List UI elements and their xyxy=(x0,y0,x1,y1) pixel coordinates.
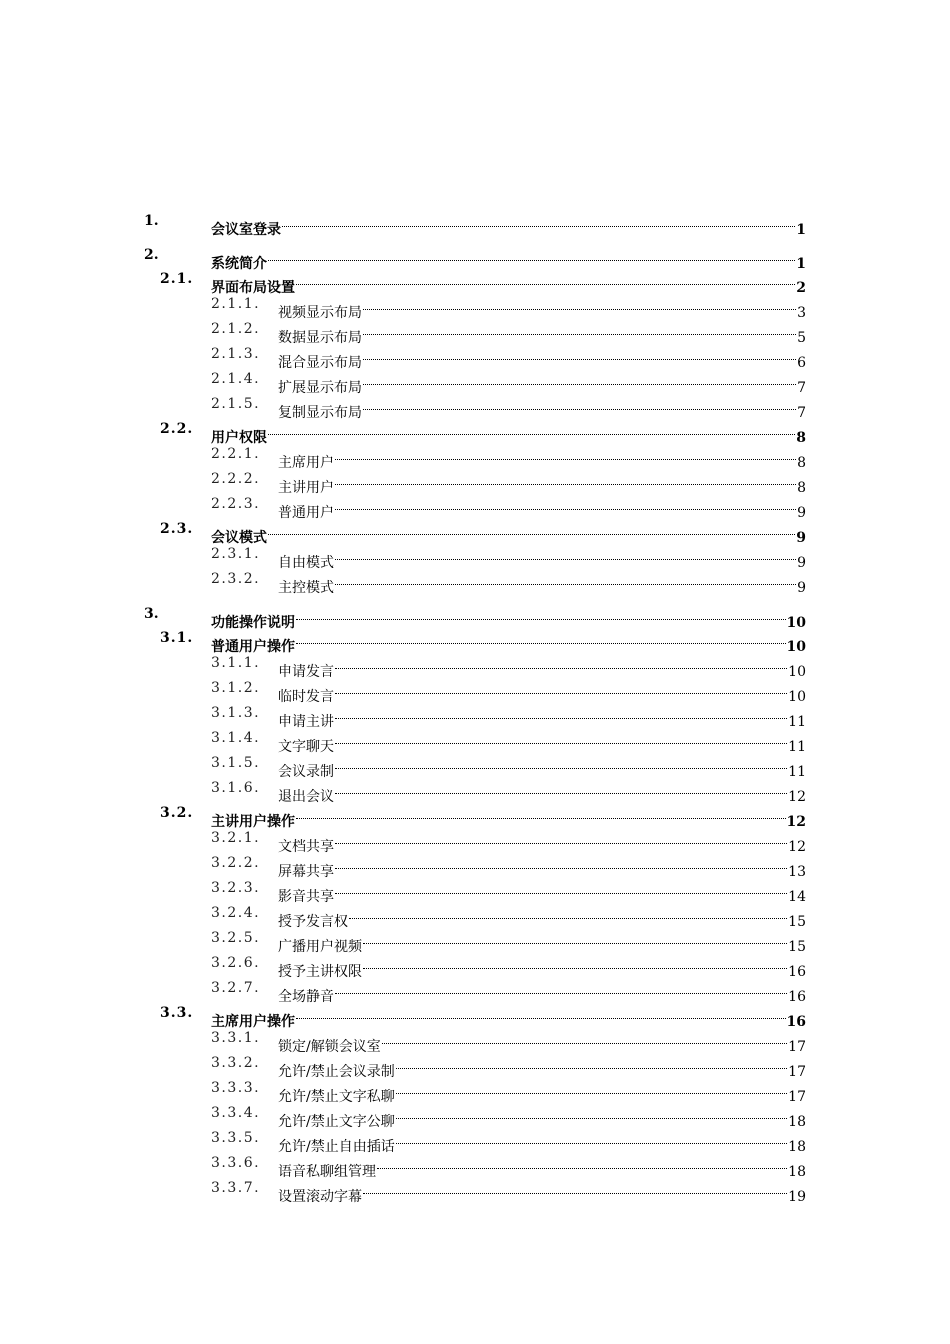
toc-entry-page-number: 14 xyxy=(788,889,806,905)
toc-entry-number: 3.1.5. xyxy=(211,755,261,771)
toc-entry-level-3[interactable] xyxy=(0,1151,950,1180)
toc-entry-page-number: 17 xyxy=(788,1064,806,1080)
toc-entry-title: 主席用户操作 xyxy=(211,1014,295,1030)
toc-entry-level-3[interactable] xyxy=(0,492,950,521)
toc-entry-level-3[interactable] xyxy=(0,976,950,1005)
toc-dot-leader xyxy=(396,1051,787,1076)
toc-entry-level-3[interactable] xyxy=(0,442,950,471)
toc-entry-page-number: 8 xyxy=(797,480,806,496)
toc-entry-title: 授予主讲权限 xyxy=(278,964,362,980)
toc-entry-page-number: 12 xyxy=(788,789,806,805)
toc-dot-leader xyxy=(363,317,796,342)
toc-dot-leader xyxy=(382,1026,787,1051)
toc-entry-level-3[interactable] xyxy=(0,1176,950,1205)
toc-entry-line xyxy=(211,209,806,242)
toc-entry-level-3[interactable] xyxy=(0,367,950,396)
toc-entry-title: 系统简介 xyxy=(211,256,267,272)
toc-entry-level-3[interactable] xyxy=(0,951,950,980)
toc-dot-leader xyxy=(363,367,796,392)
toc-entry-title: 文档共享 xyxy=(278,839,334,855)
toc-entry-title: 视频显示布局 xyxy=(278,305,362,321)
toc-entry-page-number: 10 xyxy=(788,689,806,705)
toc-entry-number: 3.3.3. xyxy=(211,1080,261,1096)
toc-entry-page-number: 15 xyxy=(788,914,806,930)
toc-entry-page-number: 18 xyxy=(788,1164,806,1180)
toc-entry-title: 申请发言 xyxy=(278,664,334,680)
toc-entry-level-3[interactable] xyxy=(0,926,950,955)
toc-entry-title: 屏幕共享 xyxy=(278,864,334,880)
toc-entry-title: 允许/禁止文字私聊 xyxy=(278,1089,395,1105)
toc-entry-level-3[interactable] xyxy=(0,542,950,571)
toc-entry-title: 普通用户 xyxy=(278,505,334,521)
toc-dot-leader xyxy=(296,602,786,627)
toc-dot-leader xyxy=(377,1151,787,1176)
toc-entry-page-number: 8 xyxy=(797,455,806,471)
toc-entry-number: 3.3.5. xyxy=(211,1130,261,1146)
toc-entry-level-3[interactable] xyxy=(0,1101,950,1130)
toc-entry-title: 界面布局设置 xyxy=(211,280,295,296)
toc-entry-title: 复制显示布局 xyxy=(278,405,362,421)
toc-dot-leader xyxy=(396,1101,787,1126)
toc-entry-level-2[interactable] xyxy=(0,626,950,655)
toc-entry-number: 3.1.4. xyxy=(211,730,261,746)
toc-entry-page-number: 3 xyxy=(797,305,806,321)
toc-entry-title: 允许/禁止文字公聊 xyxy=(278,1114,395,1130)
toc-dot-leader xyxy=(349,901,787,926)
toc-dot-leader xyxy=(335,701,787,726)
toc-entry-page-number: 10 xyxy=(786,639,806,655)
toc-entry-title: 会议录制 xyxy=(278,764,334,780)
toc-entry-page-number: 16 xyxy=(786,1014,806,1030)
toc-entry-level-3[interactable] xyxy=(0,901,950,930)
toc-entry-number: 3.2.5. xyxy=(211,930,261,946)
toc-entry-level-3[interactable] xyxy=(0,876,950,905)
toc-entry-number: 3.3.2. xyxy=(211,1055,261,1071)
toc-entry-title: 会议室登录 xyxy=(211,222,281,238)
toc-dot-leader xyxy=(363,342,796,367)
toc-dot-leader xyxy=(335,492,796,517)
toc-entry-level-3[interactable] xyxy=(0,851,950,880)
toc-entry-level-3[interactable] xyxy=(0,292,950,321)
toc-entry-number: 2.1.2. xyxy=(211,321,261,337)
toc-entry-level-3[interactable] xyxy=(0,1076,950,1105)
toc-entry-number: 1. xyxy=(144,213,159,229)
toc-entry-page-number: 18 xyxy=(788,1114,806,1130)
toc-entry-number: 3.1.6. xyxy=(211,780,261,796)
toc-entry-title: 退出会议 xyxy=(278,789,334,805)
toc-entry-level-1[interactable] xyxy=(0,209,950,238)
toc-entry-title: 自由模式 xyxy=(278,555,334,571)
toc-entry-level-3[interactable] xyxy=(0,676,950,705)
toc-dot-leader xyxy=(363,951,787,976)
toc-entry-title: 授予发言权 xyxy=(278,914,348,930)
toc-entry-level-3[interactable] xyxy=(0,392,950,421)
toc-entry-page-number: 19 xyxy=(788,1189,806,1205)
toc-entry-number: 2.3.2. xyxy=(211,571,261,587)
toc-entry-number: 2.2. xyxy=(160,421,194,437)
toc-entry-level-2[interactable] xyxy=(0,1001,950,1030)
toc-entry-page-number: 9 xyxy=(797,505,806,521)
toc-entry-title: 锁定/解锁会议室 xyxy=(278,1039,381,1055)
toc-entry-number: 3.2.6. xyxy=(211,955,261,971)
toc-dot-leader xyxy=(335,851,787,876)
toc-entry-title: 功能操作说明 xyxy=(211,615,295,631)
toc-entry-title: 主控模式 xyxy=(278,580,334,596)
toc-dot-leader xyxy=(335,676,787,701)
toc-dot-leader xyxy=(268,517,795,542)
toc-entry-page-number: 16 xyxy=(788,964,806,980)
toc-entry-title: 广播用户视频 xyxy=(278,939,362,955)
toc-entry-level-3[interactable] xyxy=(0,651,950,680)
toc-entry-level-1[interactable] xyxy=(0,243,950,272)
toc-entry-number: 2.1.1. xyxy=(211,296,261,312)
toc-dot-leader xyxy=(268,243,795,268)
toc-dot-leader xyxy=(296,626,786,651)
toc-entry-level-3[interactable] xyxy=(0,342,950,371)
toc-entry-title: 主席用户 xyxy=(278,455,334,471)
toc-dot-leader xyxy=(363,392,796,417)
toc-entry-number: 3.1. xyxy=(160,630,194,646)
toc-entry-title: 设置滚动字幕 xyxy=(278,1189,362,1205)
toc-entry-page-number: 12 xyxy=(786,814,806,830)
toc-dot-leader xyxy=(335,751,787,776)
toc-entry-number: 2.3. xyxy=(160,521,194,537)
toc-entry-level-2[interactable] xyxy=(0,267,950,296)
toc-dot-leader xyxy=(335,976,787,1001)
toc-entry-number: 3.2.3. xyxy=(211,880,261,896)
toc-entry-title: 允许/禁止自由插话 xyxy=(278,1139,395,1155)
toc-entry-level-2[interactable] xyxy=(0,417,950,446)
toc-dot-leader xyxy=(363,926,787,951)
toc-entry-page-number: 9 xyxy=(797,555,806,571)
toc-dot-leader xyxy=(335,467,796,492)
toc-entry-number: 3.2.1. xyxy=(211,830,261,846)
toc-entry-page-number: 2 xyxy=(796,280,806,296)
toc-entry-number: 2.1.5. xyxy=(211,396,261,412)
toc-dot-leader xyxy=(296,267,795,292)
toc-entry-number: 3.3.1. xyxy=(211,1030,261,1046)
toc-entry-level-3[interactable] xyxy=(0,701,950,730)
toc-dot-leader xyxy=(335,826,787,851)
toc-entry-level-3[interactable] xyxy=(0,467,950,496)
toc-entry-number: 3.1.2. xyxy=(211,680,261,696)
toc-entry-number: 2.2.2. xyxy=(211,471,261,487)
toc-entry-level-3[interactable] xyxy=(0,751,950,780)
toc-entry-level-3[interactable] xyxy=(0,1026,950,1055)
toc-entry-page-number: 17 xyxy=(788,1089,806,1105)
toc-entry-title: 文字聊天 xyxy=(278,739,334,755)
toc-entry-number: 2.3.1. xyxy=(211,546,261,562)
toc-entry-page-number: 6 xyxy=(797,355,806,371)
toc-entry-title: 申请主讲 xyxy=(278,714,334,730)
toc-entry-number: 3.2.7. xyxy=(211,980,261,996)
toc-entry-page-number: 17 xyxy=(788,1039,806,1055)
toc-entry-number: 3.2.2. xyxy=(211,855,261,871)
toc-entry-number: 3.3. xyxy=(160,1005,194,1021)
toc-entry-title: 影音共享 xyxy=(278,889,334,905)
toc-entry-page-number: 10 xyxy=(788,664,806,680)
toc-entry-page-number: 9 xyxy=(797,580,806,596)
toc-entry-page-number: 10 xyxy=(786,615,806,631)
toc-entry-number: 3.1.1. xyxy=(211,655,261,671)
toc-dot-leader xyxy=(335,651,787,676)
toc-entry-number: 3.1.3. xyxy=(211,705,261,721)
toc-entry-title: 语音私聊组管理 xyxy=(278,1164,376,1180)
toc-entry-page-number: 8 xyxy=(796,430,806,446)
toc-entry-title: 会议模式 xyxy=(211,530,267,546)
toc-entry-number: 3.3.7. xyxy=(211,1180,261,1196)
toc-entry-page-number: 12 xyxy=(788,839,806,855)
toc-entry-line xyxy=(278,567,806,601)
toc-entry-page-number: 13 xyxy=(788,864,806,880)
toc-entry-level-3[interactable] xyxy=(0,776,950,805)
toc-entry-title: 主讲用户 xyxy=(278,480,334,496)
toc-entry-number: 2. xyxy=(144,247,159,263)
toc-entry-level-3[interactable] xyxy=(0,567,950,596)
toc-entry-title: 混合显示布局 xyxy=(278,355,362,371)
toc-entry-level-3[interactable] xyxy=(0,1126,950,1155)
toc-dot-leader xyxy=(335,567,796,592)
toc-dot-leader xyxy=(396,1076,787,1101)
toc-entry-number: 2.1. xyxy=(160,271,194,287)
toc-dot-leader xyxy=(335,876,787,901)
toc-entry-level-2[interactable] xyxy=(0,517,950,546)
toc-entry-level-3[interactable] xyxy=(0,1051,950,1080)
toc-dot-leader xyxy=(282,209,795,234)
toc-dot-leader xyxy=(363,1176,787,1201)
toc-entry-title: 数据显示布局 xyxy=(278,330,362,346)
toc-entry-level-3[interactable] xyxy=(0,317,950,346)
toc-entry-number: 2.1.4. xyxy=(211,371,261,387)
toc-dot-leader xyxy=(296,801,786,826)
toc-dot-leader xyxy=(335,442,796,467)
toc-entry-number: 3.2. xyxy=(160,805,194,821)
toc-entry-number: 3.3.6. xyxy=(211,1155,261,1171)
toc-dot-leader xyxy=(296,1001,786,1026)
toc-entry-level-2[interactable] xyxy=(0,801,950,830)
toc-dot-leader xyxy=(363,292,796,317)
toc-entry-level-1[interactable] xyxy=(0,602,950,631)
toc-entry-number: 2.1.3. xyxy=(211,346,261,362)
toc-entry-page-number: 18 xyxy=(788,1139,806,1155)
toc-entry-page-number: 7 xyxy=(797,380,806,396)
toc-entry-title: 主讲用户操作 xyxy=(211,814,295,830)
toc-entry-page-number: 5 xyxy=(797,330,806,346)
toc-entry-page-number: 9 xyxy=(796,530,806,546)
toc-entry-title: 普通用户操作 xyxy=(211,639,295,655)
toc-entry-page-number: 16 xyxy=(788,989,806,1005)
table-of-contents xyxy=(0,209,950,1205)
toc-entry-number: 3.3.4. xyxy=(211,1105,261,1121)
toc-entry-page-number: 15 xyxy=(788,939,806,955)
toc-dot-leader xyxy=(268,417,795,442)
toc-entry-number: 3.2.4. xyxy=(211,905,261,921)
toc-entry-line xyxy=(278,1176,806,1210)
toc-entry-number: 2.2.3. xyxy=(211,496,261,512)
toc-entry-level-3[interactable] xyxy=(0,826,950,855)
toc-dot-leader xyxy=(335,776,787,801)
toc-entry-page-number: 11 xyxy=(788,739,806,755)
toc-entry-page-number: 11 xyxy=(788,714,806,730)
toc-entry-level-3[interactable] xyxy=(0,726,950,755)
toc-entry-page-number: 11 xyxy=(788,764,806,780)
toc-entry-title: 用户权限 xyxy=(211,430,267,446)
toc-entry-title: 扩展显示布局 xyxy=(278,380,362,396)
toc-dot-leader xyxy=(335,542,796,567)
toc-entry-title: 允许/禁止会议录制 xyxy=(278,1064,395,1080)
toc-dot-leader xyxy=(335,726,787,751)
toc-entry-page-number: 7 xyxy=(797,405,806,421)
toc-dot-leader xyxy=(396,1126,787,1151)
toc-entry-page-number: 1 xyxy=(796,256,806,272)
toc-entry-title: 全场静音 xyxy=(278,989,334,1005)
toc-entry-page-number: 1 xyxy=(796,222,806,238)
toc-entry-number: 3. xyxy=(144,606,159,622)
toc-entry-title: 临时发言 xyxy=(278,689,334,705)
toc-entry-number: 2.2.1. xyxy=(211,446,261,462)
